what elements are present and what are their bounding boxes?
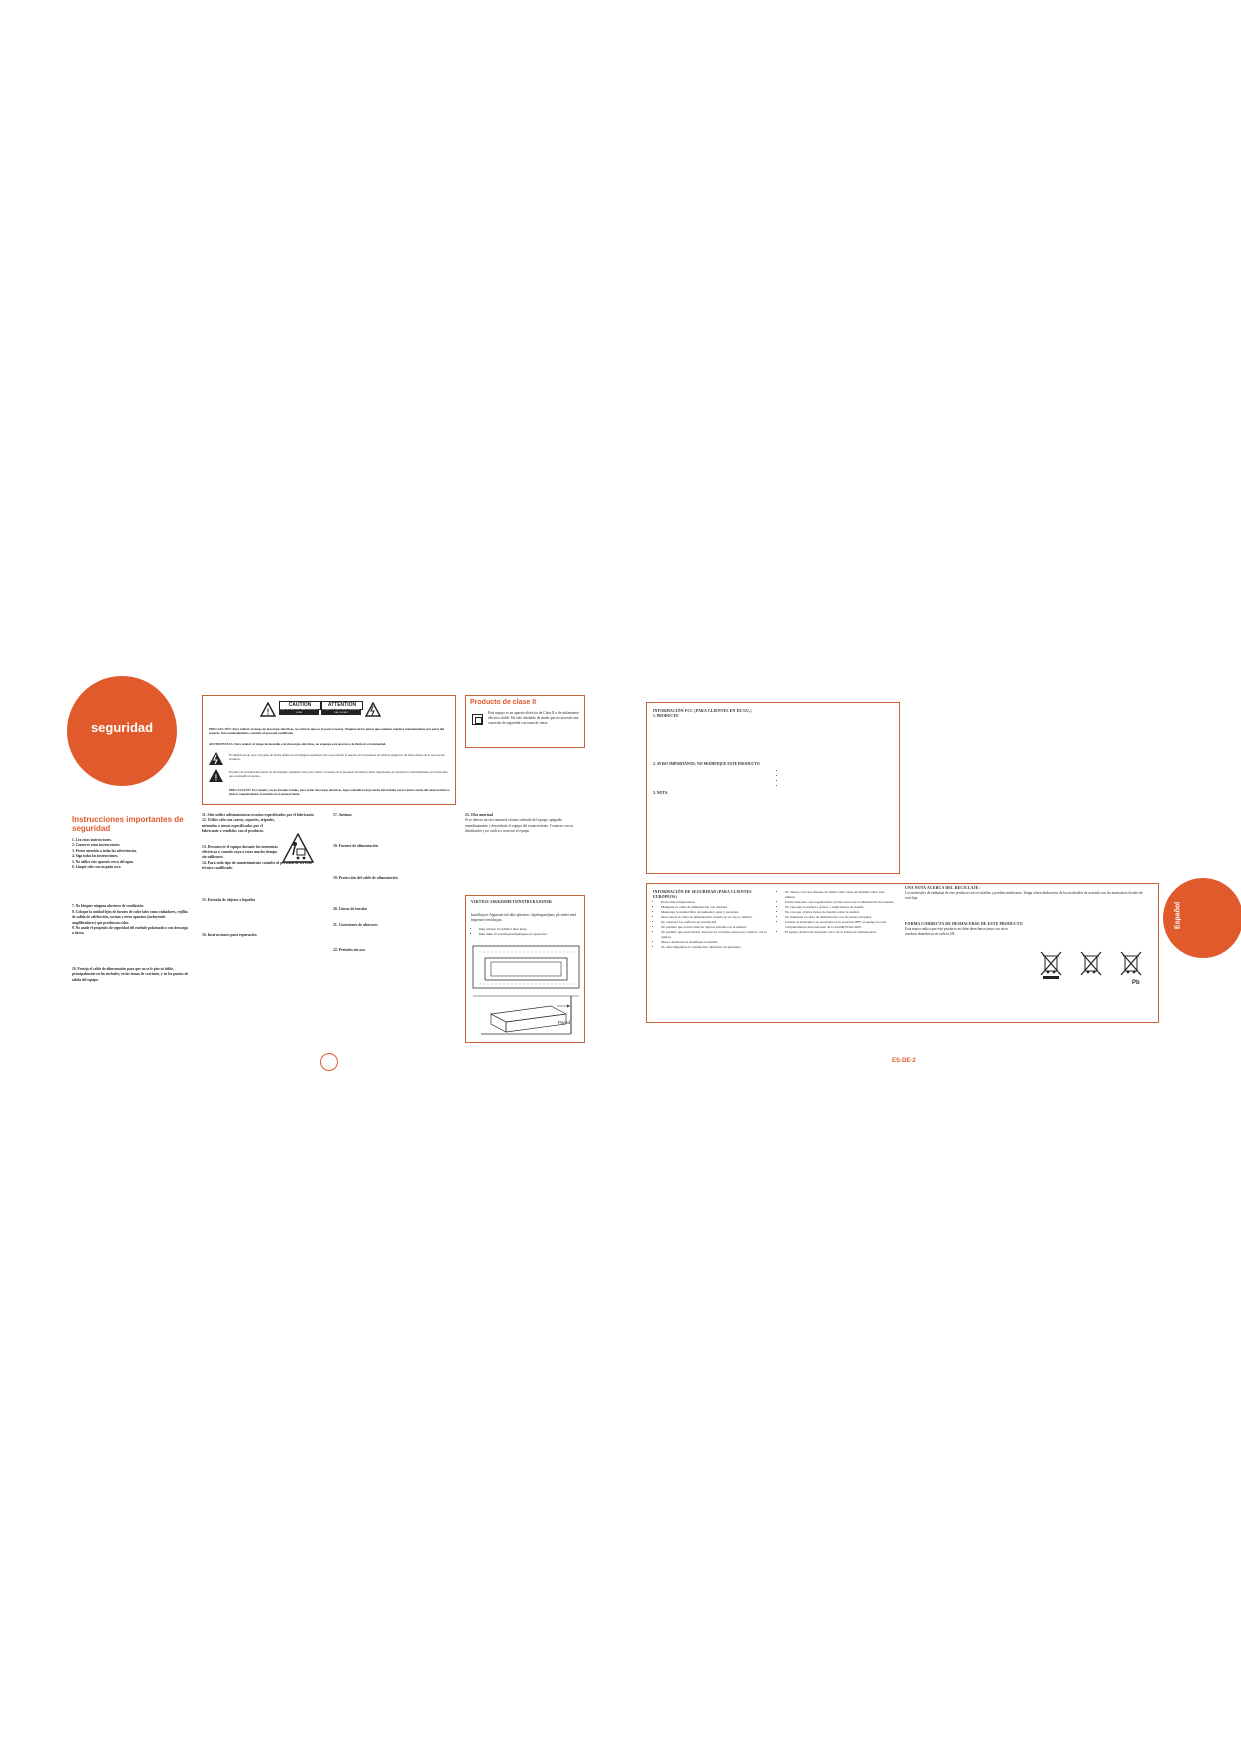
list-item: • Mantenga la unidad libre de humedad, agua y suciedad.	[661, 910, 771, 915]
language-tab-label: Español	[1174, 901, 1182, 930]
eu-safety-box	[646, 883, 1159, 1023]
caution-box	[202, 695, 456, 805]
double-square-icon	[472, 714, 483, 725]
column-3	[465, 813, 583, 834]
norway-bullets	[471, 927, 589, 937]
fcc-section-3: 3. NOTA	[653, 791, 668, 796]
list-item: • No permita que se introduzcan objetos extraños en la unidad.	[661, 925, 771, 930]
list-item: 8. Coloque la unidad lejos de fuentes de calor tales como radiadores, rejillas de salida de calefacción, cocinas y otros aparatos (incluyendo amplificadores) que produzcan calor.	[72, 909, 188, 925]
item-23-text: Si se detecta un olor anormal o humo saliendo del equipo, apáguelo inmediatamente y desenchufe el equipo del tomacorriente. Contacte con su distribuidor y no vuelva a conectar el equipo.	[465, 818, 573, 833]
list-item: • No obstruya los orificios de ventilación.	[661, 920, 771, 925]
item-13: 13. Desconecte el equipo durante las tormentas eléctricas o cuando vaya a estar mucho tiempo sin utilizarse.	[202, 844, 278, 860]
caution-label: CAUTION	[279, 701, 321, 710]
list-item: • No manipule el cable de alimentación con las manos mojadas.	[785, 915, 895, 920]
exclamation-triangle-icon	[208, 768, 224, 788]
list-item: • No coloque objetos llenos de líquido sobre la unidad.	[785, 910, 895, 915]
list-item: • Nunca desmonte ni modifique la unidad.	[661, 940, 771, 945]
list-item: • Ikke dekk til ventilasjonsåpningene på apparatet.	[479, 932, 589, 937]
class-ii-box	[465, 695, 585, 748]
item-17: 17. Antenas	[333, 813, 352, 817]
list-item: 7. No bloquee ninguna abertura de ventilación.	[72, 904, 144, 909]
list-item: • Ikke plasser i bokhyller eller skap.	[479, 927, 589, 932]
recycling-col	[905, 886, 1155, 937]
list-item: 3. Preste atención a todas las advertencias.	[72, 848, 138, 853]
list-item: 1. Lea estas instrucciones.	[72, 838, 112, 842]
item-21: 21. Conexiones de altavoces	[333, 922, 378, 927]
item-22: 22. Periodos sin uso	[333, 948, 365, 953]
warning-triangle-icon	[260, 702, 276, 722]
svg-text:!: !	[214, 773, 218, 783]
recycle-title: UNA NOTA ACERCA DEL RECICLAJE:	[905, 886, 980, 890]
item-12: 12. Utilice sólo con carros, soportes, trípodes, ménsulas o mesas especificados por el fabricante o vendidos con el producto.	[202, 818, 275, 834]
lightning-note: El símbolo de un rayo con punta de flecha dentro de un triángulo equilátero sirve para alertar al usuario de la presencia de 'tensión peligrosa' sin aislar dentro de la carcasa del producto.	[229, 753, 445, 762]
class-ii-title: Producto de clase II	[470, 699, 537, 706]
list-item: • No exponga la unidad a goteos o salpicaduras de líquido.	[785, 905, 895, 910]
list-item: 5. No utilice este aparato cerca del agua.	[72, 859, 134, 864]
svg-text:!: !	[266, 707, 270, 717]
list-item: 10. Proteja el cable de alimentación para que no se le pise ni doble, principalmente en los enchufes, en las tomas de corriente, y en los puntos de salida del equipo.	[72, 966, 189, 982]
list-item: • Manipule el cable de alimentación con cuidado.	[661, 905, 771, 910]
item-14: 14. Para todo tipo de mantenimiento consulte al personal de servicio técnico cualificado.	[202, 860, 313, 871]
recycle-text: Los materiales de embalaje de este producto son reciclables y pueden reutilizarse. Tenga a bien deshacerse de los materiales de acuerdo con las normativas locales de reciclaje.	[905, 891, 1143, 901]
item-16: 16. Instrucciones para reparación	[202, 933, 257, 938]
page-number: ES-DE-2	[892, 1058, 916, 1064]
installation-diagram	[471, 944, 581, 1044]
list-item: • No permita que insecticidas, benceno ni solventes entren en contacto con la unidad.	[661, 930, 771, 940]
fcc-title: INFORMACIÓN FCC (PARA CLIENTES EN EE.UU.)	[653, 709, 752, 713]
item-15: 15. Entrada de objetos o líquidos	[202, 897, 256, 902]
norway-text: Installasjon: Apparatet må ikke plasseres i kjølingsmiljøer, på steder med begrenset ventilasjon.	[471, 913, 577, 923]
item-20: 20. Líneas de tensión	[333, 907, 367, 912]
lightning-triangle-icon	[365, 702, 381, 722]
page-number-circle	[320, 1053, 338, 1071]
norway-install-box	[465, 895, 585, 1043]
norway-title: VIKTIGE SIKKERHETSINSTRUKSJONER	[471, 900, 552, 904]
disposal-text: Esta marca indica que este producto no debe desecharse junto con otros residuos domésticos en toda la UE.	[905, 926, 1008, 937]
item-23: 23. Olor anormal	[465, 813, 493, 817]
item-18: 18. Fuentes de alimentación	[333, 844, 378, 849]
eu-bullets-b	[777, 890, 895, 935]
eu-title: INFORMACIÓN DE SEGURIDAD (PARA CLIENTES EUROPEOS)	[653, 890, 752, 900]
instructions-list	[72, 838, 190, 983]
item-11: 11. Sólo utilice aditamentos/accesorios especificados por el fabricante.	[202, 813, 315, 817]
list-item: • Desconecte el cable de alimentación cuando no se vaya a utilizar.	[661, 915, 771, 920]
column-1	[202, 813, 315, 938]
canada-note: PRECAUCIÓN: En Canadá y en los Estados Unidos, para evitar descargas eléctricas, haga coincidir la hoja ancha del enchufe con la ranura ancha del tomacorriente e inserte completamente el enchufe en el tomacorriente.	[229, 788, 450, 797]
fcc-col-b	[777, 709, 895, 819]
cart-warning-icon	[282, 833, 314, 868]
list-item: • Preste atención a las regulaciones locales acerca de la eliminación de baterías.	[785, 900, 895, 905]
item-19: 19. Protección del cable de alimentación	[333, 875, 398, 880]
weee-bin-icon	[1079, 950, 1103, 985]
attention-label: ATTENTION	[321, 701, 363, 710]
list-item	[785, 784, 895, 789]
list-item: • El equipo deberá ser instalado cerca de la fuente de alimentación.	[785, 930, 895, 935]
fcc-col-a	[653, 709, 771, 796]
list-item: 6. Limpie sólo con un paño seco.	[72, 865, 122, 870]
fcc-box	[646, 702, 900, 874]
class-ii-text: Este equipo es un aparato eléctrico de Clase II o de aislamiento eléctrico doble. Ha sido diseñado de modo que no necesite una conexión de seguridad con toma de tierra.	[488, 711, 579, 726]
advertencia-text: ADVERTENCIA: Para reducir el riesgo de incendio o de descargas eléctricas, no exponga este aparato a la lluvia ni a la humedad.	[209, 742, 387, 746]
list-item: 4. Siga todas las instrucciones.	[72, 854, 119, 859]
fcc-section-2: 2. AVISO IMPORTANTE: NO MODIFIQUE ESTE PRODUCTO	[653, 761, 760, 766]
list-item: 2. Conserve estas instrucciones.	[72, 843, 121, 848]
precaution-text: PRECAUCIÓN: Para reducir el riesgo de descargas eléctricas, no retire la tapa (o la parte trasera). Ninguna de las piezas que contiene requiere mantenimiento por parte del usuario. Para mantenimiento, consulte al personal cualificado.	[209, 727, 444, 736]
eu-bullets-a	[653, 900, 771, 950]
list-item: • No deben colocarse fuentes de llama como velas encendidas sobre esta unidad.	[785, 890, 895, 900]
caution-sub: RISK OF ELECTRIC SHOCK DO NOT OPEN	[280, 709, 318, 714]
exclamation-note: El punto de exclamación dentro de un triángulo equilátero sirve para alertar al usuario de la presencia de instrucciones importantes de operación y mantenimiento en la literatura que acompaña al aparato.	[229, 770, 448, 779]
attention-sub: RISQUE DE CHOC ELECTRIQUE NE PAS OUVRIR	[322, 709, 360, 714]
fcc-bullets	[777, 769, 895, 789]
eu-col-a	[653, 890, 771, 950]
column-2	[333, 813, 446, 953]
list-item: • Evite altas temperaturas.	[661, 900, 771, 905]
list-item: • Cuando el interruptor se encuentra en la posición OFF, el equipo no está completamente desconectado de la ALIMENTACIÓN.	[785, 920, 895, 930]
disposal-title: FORMA CORRECTA DE DESHACERSE DE ESTE PRODUCTO	[905, 921, 1023, 926]
section-tab-label: seguridad	[90, 720, 154, 735]
eu-col-b	[777, 890, 895, 935]
wall-label: Pared	[558, 1020, 571, 1025]
pb-label: Pb	[1132, 980, 1140, 986]
page-title: Instrucciones importantes de seguridad	[72, 815, 184, 833]
list-item: 9. No anule el propósito de seguridad del enchufe polarizado o con descarga a tierra.	[72, 926, 188, 936]
list-item: • No debe impedirse la ventilación cubriendo las aperturas.	[661, 945, 771, 950]
weee-bin-icon	[1039, 950, 1063, 985]
fcc-section-1: 1. PRODUCTO	[653, 714, 679, 719]
